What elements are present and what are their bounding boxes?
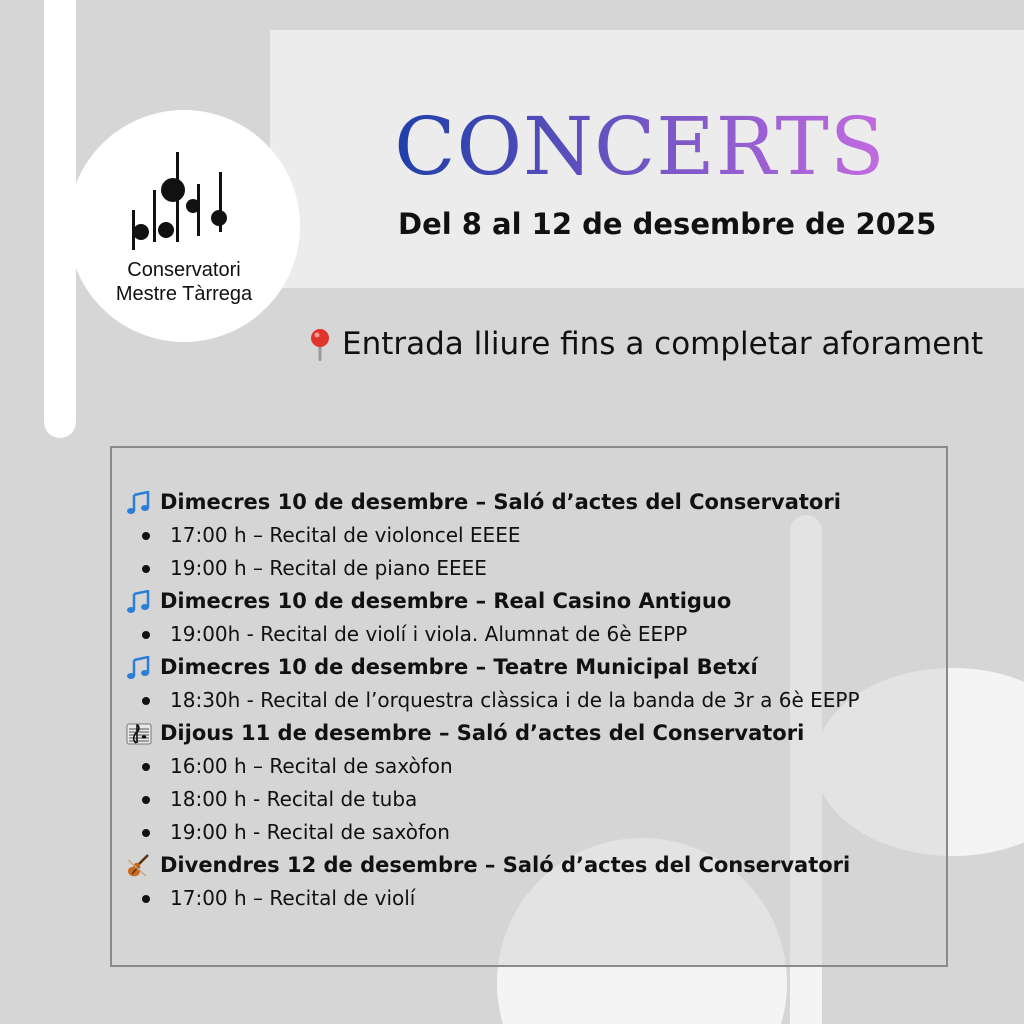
title-text: CONCERTS [394, 100, 886, 193]
violin-icon [126, 854, 152, 878]
event-items [126, 519, 946, 585]
music-notes-icon [126, 656, 152, 680]
event-5 [126, 849, 946, 915]
list-item: 16:00 h – Recital de saxòfon [126, 750, 946, 783]
logo-line-1: Conservatori [127, 259, 241, 281]
event-items [126, 684, 946, 717]
entry-notice [308, 326, 983, 362]
list-item: 19:00 h – Recital de piano EEEE [126, 552, 946, 585]
event-heading [126, 486, 946, 519]
list-item: 18:30h - Recital de l’orquestra clàssica i de la banda de 3r a 6è EEPP [126, 684, 946, 717]
event-heading [126, 651, 946, 684]
map-pin-icon [308, 327, 332, 361]
list-item: 18:00 h - Recital de tuba [126, 783, 946, 816]
event-heading-text: Divendres 12 de desembre – Saló d’actes del Conservatori [160, 853, 851, 877]
entry-text: Entrada lliure fins a completar aforament [342, 326, 984, 362]
event-1 [126, 486, 946, 585]
event-2 [126, 585, 946, 651]
event-3 [126, 651, 946, 717]
music-notes-icon [126, 491, 152, 515]
event-heading-text: Dimecres 10 de desembre – Teatre Municipal Betxí [160, 655, 758, 679]
title-graphic [270, 100, 1010, 196]
event-heading-text: Dimecres 10 de desembre – Saló d’actes del Conservatori [160, 490, 841, 514]
logo-line-2: Mestre Tàrrega [115, 283, 253, 305]
event-items [126, 618, 946, 651]
event-items [126, 882, 946, 915]
event-heading [126, 585, 946, 618]
event-heading-text: Dimecres 10 de desembre – Real Casino Antiguo [160, 589, 732, 613]
event-heading [126, 717, 946, 750]
page-title [270, 100, 1010, 196]
music-notes-logo-icon [129, 152, 239, 254]
date-range: Del 8 al 12 de desembre de 2025 [398, 207, 937, 241]
list-item: 17:00 h – Recital de violoncel EEEE [126, 519, 946, 552]
music-notes-icon [126, 590, 152, 614]
schedule-box [110, 446, 948, 967]
list-item: 17:00 h – Recital de violí [126, 882, 946, 915]
event-heading [126, 849, 946, 882]
list-item: 19:00h - Recital de violí i viola. Alumnat de 6è EEPP [126, 618, 946, 651]
event-heading-text: Dijous 11 de desembre – Saló d’actes del Conservatori [160, 721, 805, 745]
event-4 [126, 717, 946, 849]
logo-text [116, 258, 252, 306]
musical-score-icon [126, 722, 152, 746]
list-item: 19:00 h - Recital de saxòfon [126, 816, 946, 849]
event-items [126, 750, 946, 849]
logo [68, 110, 300, 342]
